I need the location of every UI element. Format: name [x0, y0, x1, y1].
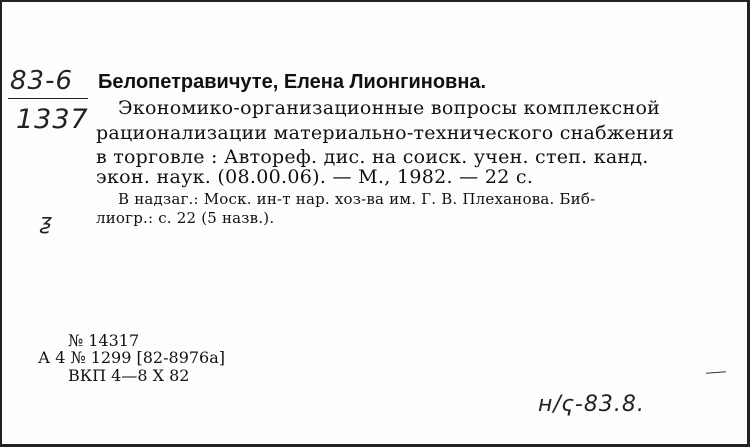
pencil-stroke	[706, 371, 726, 373]
catalog-number: № 14317	[68, 331, 140, 350]
handwritten-call-number-top: 83-6	[10, 66, 74, 96]
title-line-1: Экономико-организационные вопросы комплексной	[118, 97, 661, 119]
handwritten-bottom-note: н/ҁ-83.8.	[538, 392, 645, 417]
author-heading: Белопетравичуте, Елена Лионгиновна.	[98, 71, 487, 93]
classification-code: ВКП 4—8 Х 82	[68, 366, 190, 385]
title-line-2: рационализации материально-технического снабжения	[96, 122, 675, 144]
title-line-3: в торговле : Автореф. дис. на соиск. учен. степ. канд.	[96, 146, 649, 168]
note-line-2: лиогр.: с. 22 (5 назв.).	[96, 209, 275, 227]
title-line-4: экон. наук. (08.00.06). — М., 1982. — 22 с.	[96, 166, 534, 188]
call-number-underline	[8, 98, 88, 99]
accession-number: А 4 № 1299 [82-8976а]	[38, 348, 226, 367]
note-line-1: В надзаг.: Моск. ин-т нар. хоз-ва им. Г. В. Плеханова. Биб-	[118, 190, 596, 208]
handwritten-call-number-bottom: 1337	[16, 104, 89, 135]
handwritten-margin-mark: ƺ	[40, 210, 52, 235]
